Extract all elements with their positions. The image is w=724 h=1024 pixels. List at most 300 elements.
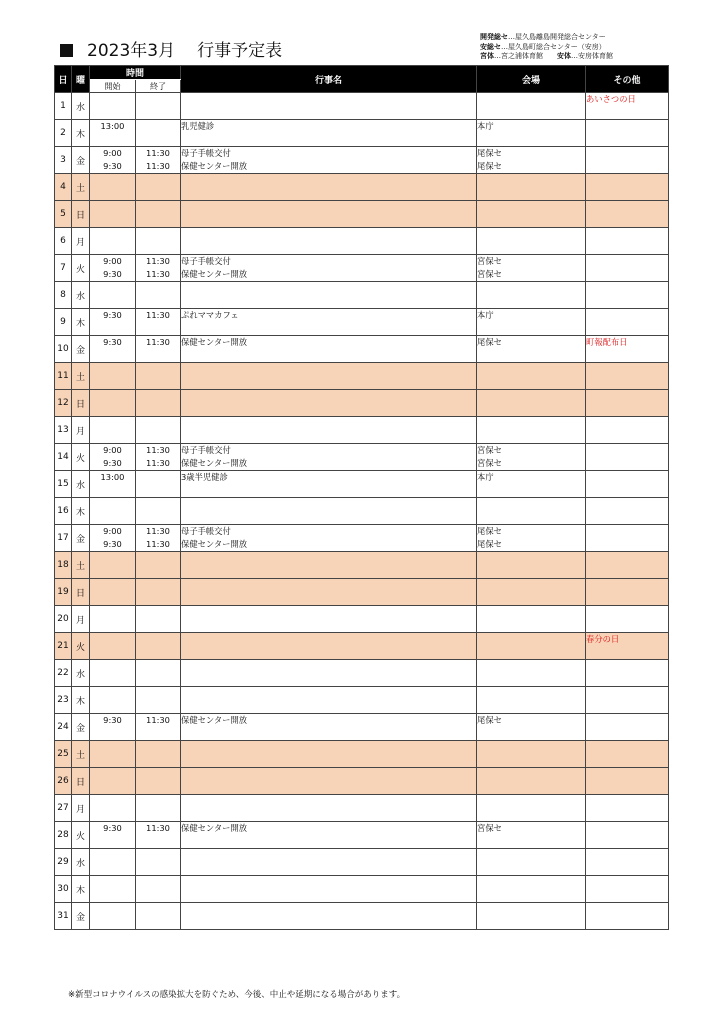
other-note-cell: 春分の日	[586, 633, 669, 660]
end-time	[136, 120, 180, 133]
start-time: 9:30	[103, 269, 122, 279]
end-time: 11:30	[146, 715, 170, 725]
end-time-cell	[136, 417, 181, 444]
schedule-row	[55, 390, 669, 417]
end-time: 11:30	[146, 445, 170, 455]
venue-cell	[477, 444, 586, 471]
other-note-cell	[586, 309, 669, 336]
day-cell: 14	[55, 444, 72, 471]
title-month: 2023年3月	[87, 41, 176, 61]
start-time-cell	[90, 390, 136, 417]
other-note-cell	[586, 444, 669, 471]
schedule-row	[55, 255, 669, 282]
start-time-cell	[90, 498, 136, 525]
schedule-row	[55, 795, 669, 822]
weekday-cell: 火	[72, 633, 90, 660]
event-cell	[181, 444, 477, 471]
event-cell	[181, 633, 477, 660]
day-cell: 17	[55, 525, 72, 552]
weekday-cell: 火	[72, 822, 90, 849]
schedule-row	[55, 849, 669, 876]
day-cell: 12	[55, 390, 72, 417]
schedule-row	[55, 498, 669, 525]
schedule-row	[55, 228, 669, 255]
schedule-row	[55, 201, 669, 228]
schedule-row	[55, 471, 669, 498]
weekday-cell: 金	[72, 714, 90, 741]
end-time: 11:30	[146, 148, 170, 158]
end-time: 11:30	[146, 337, 170, 347]
header-venue: 会場	[477, 66, 586, 93]
schedule-row	[55, 174, 669, 201]
other-note-cell	[586, 903, 669, 930]
end-time-cell	[136, 633, 181, 660]
end-time-cell	[136, 147, 181, 174]
venue-name: 尾保セ	[477, 715, 502, 725]
event-cell	[181, 660, 477, 687]
day-cell: 15	[55, 471, 72, 498]
day-cell: 29	[55, 849, 72, 876]
schedule-row	[55, 363, 669, 390]
event-cell	[181, 363, 477, 390]
other-note-cell	[586, 147, 669, 174]
event-name: 母子手帳交付	[181, 256, 231, 266]
start-time: 9:00	[103, 148, 122, 158]
event-cell	[181, 174, 477, 201]
end-time-cell	[136, 174, 181, 201]
venue-cell	[477, 525, 586, 552]
weekday-cell: 月	[72, 795, 90, 822]
other-note-cell	[586, 714, 669, 741]
other-note-cell	[586, 363, 669, 390]
end-time: 11:30	[146, 823, 170, 833]
day-cell: 3	[55, 147, 72, 174]
end-time-cell	[136, 822, 181, 849]
title-name: 行事予定表	[197, 41, 283, 61]
venue-name: 本庁	[477, 310, 494, 320]
weekday-cell: 水	[72, 849, 90, 876]
day-cell: 19	[55, 579, 72, 606]
venue-name: 本庁	[477, 121, 494, 131]
end-time-cell	[136, 201, 181, 228]
venue-cell	[477, 579, 586, 606]
end-time: 11:30	[146, 269, 170, 279]
venue-legend	[480, 33, 613, 62]
venue-name: 尾保セ	[477, 539, 502, 549]
venue-cell	[477, 660, 586, 687]
other-note-cell: あいさつの日	[586, 93, 669, 120]
end-time: 11:30	[146, 539, 170, 549]
start-time-cell	[90, 741, 136, 768]
end-time-cell	[136, 714, 181, 741]
start-time: 9:00	[103, 256, 122, 266]
weekday-cell: 火	[72, 444, 90, 471]
other-note-cell	[586, 201, 669, 228]
venue-cell	[477, 363, 586, 390]
end-time-cell	[136, 552, 181, 579]
other-note-cell	[586, 876, 669, 903]
event-cell	[181, 147, 477, 174]
weekday-cell: 水	[72, 471, 90, 498]
venue-cell	[477, 201, 586, 228]
other-note-cell	[586, 174, 669, 201]
venue-cell	[477, 714, 586, 741]
end-time-cell	[136, 579, 181, 606]
schedule-row	[55, 903, 669, 930]
event-cell	[181, 93, 477, 120]
day-cell: 21	[55, 633, 72, 660]
day-cell: 27	[55, 795, 72, 822]
event-name: 保健センター開放	[181, 715, 248, 725]
start-time: 9:30	[103, 715, 122, 725]
legend-line: 安総セ…屋久島町総合センター（安房）	[480, 42, 606, 51]
venue-cell	[477, 336, 586, 363]
start-time-cell	[90, 471, 136, 498]
end-time-cell	[136, 444, 181, 471]
event-cell	[181, 849, 477, 876]
event-name: 母子手帳交付	[181, 526, 231, 536]
event-name: 保健センター開放	[181, 458, 248, 468]
start-time-cell	[90, 552, 136, 579]
weekday-cell: 月	[72, 606, 90, 633]
venue-cell	[477, 471, 586, 498]
schedule-row	[55, 768, 669, 795]
end-time-cell	[136, 228, 181, 255]
event-cell	[181, 255, 477, 282]
weekday-cell: 木	[72, 309, 90, 336]
end-time: 11:30	[146, 310, 170, 320]
start-time: 9:30	[103, 539, 122, 549]
venue-cell	[477, 498, 586, 525]
event-cell	[181, 120, 477, 147]
day-cell: 1	[55, 93, 72, 120]
other-note-cell	[586, 606, 669, 633]
other-note-cell	[586, 120, 669, 147]
end-time: 11:30	[146, 458, 170, 468]
end-time-cell	[136, 255, 181, 282]
schedule-row	[55, 687, 669, 714]
other-note-cell	[586, 795, 669, 822]
weekday-cell: 日	[72, 579, 90, 606]
weekday-cell: 木	[72, 498, 90, 525]
end-time: 11:30	[146, 161, 170, 171]
schedule-row	[55, 282, 669, 309]
weekday-cell: 金	[72, 903, 90, 930]
start-time-cell	[90, 147, 136, 174]
day-cell: 9	[55, 309, 72, 336]
venue-cell	[477, 849, 586, 876]
start-time-cell	[90, 363, 136, 390]
schedule-row	[55, 120, 669, 147]
other-note-cell	[586, 417, 669, 444]
end-time-cell	[136, 363, 181, 390]
header-other: その他	[586, 66, 669, 93]
venue-cell	[477, 768, 586, 795]
weekday-cell: 水	[72, 93, 90, 120]
day-cell: 30	[55, 876, 72, 903]
event-cell	[181, 606, 477, 633]
venue-cell	[477, 552, 586, 579]
schedule-row	[55, 93, 669, 120]
event-name: 保健センター開放	[181, 337, 248, 347]
venue-name: 尾保セ	[477, 526, 502, 536]
venue-cell	[477, 120, 586, 147]
schedule-row	[55, 444, 669, 471]
event-name: 保健センター開放	[181, 161, 248, 171]
weekday-cell: 金	[72, 147, 90, 174]
start-time-cell	[90, 768, 136, 795]
weekday-cell: 金	[72, 336, 90, 363]
other-note-cell	[586, 741, 669, 768]
end-time-cell	[136, 876, 181, 903]
venue-name: 宮保セ	[477, 823, 502, 833]
start-time-cell	[90, 120, 136, 147]
weekday-cell: 水	[72, 660, 90, 687]
venue-cell	[477, 390, 586, 417]
legend-line: 宮体…宮之浦体育館 安体…安房体育館	[480, 52, 613, 60]
venue-name: 宮保セ	[477, 269, 502, 279]
schedule-row	[55, 147, 669, 174]
start-time-cell	[90, 444, 136, 471]
other-note-cell	[586, 228, 669, 255]
day-cell: 31	[55, 903, 72, 930]
end-time-cell	[136, 660, 181, 687]
venue-name: 宮保セ	[477, 256, 502, 266]
day-cell: 2	[55, 120, 72, 147]
schedule-row	[55, 417, 669, 444]
start-time-cell	[90, 228, 136, 255]
start-time-cell	[90, 660, 136, 687]
venue-name: 尾保セ	[477, 148, 502, 158]
start-time-cell	[90, 795, 136, 822]
day-cell: 5	[55, 201, 72, 228]
event-name: 保健センター開放	[181, 823, 248, 833]
event-name: 保健センター開放	[181, 269, 248, 279]
header-start: 開始	[90, 80, 136, 93]
start-time-cell	[90, 336, 136, 363]
event-cell	[181, 714, 477, 741]
venue-cell	[477, 822, 586, 849]
event-name: 母子手帳交付	[181, 445, 231, 455]
start-time: 9:30	[103, 161, 122, 171]
start-time: 9:00	[103, 526, 122, 536]
start-time-cell	[90, 93, 136, 120]
venue-cell	[477, 255, 586, 282]
venue-cell	[477, 174, 586, 201]
venue-cell	[477, 633, 586, 660]
schedule-row	[55, 741, 669, 768]
event-cell	[181, 498, 477, 525]
venue-name: 宮保セ	[477, 445, 502, 455]
weekday-cell: 月	[72, 228, 90, 255]
start-time-cell	[90, 687, 136, 714]
event-cell	[181, 417, 477, 444]
end-time-cell	[136, 849, 181, 876]
weekday-cell: 日	[72, 201, 90, 228]
end-time-cell	[136, 903, 181, 930]
other-note-cell	[586, 390, 669, 417]
event-cell	[181, 336, 477, 363]
weekday-cell: 金	[72, 525, 90, 552]
event-cell	[181, 282, 477, 309]
event-name: 保健センター開放	[181, 539, 248, 549]
schedule-row	[55, 822, 669, 849]
start-time-cell	[90, 201, 136, 228]
schedule-row	[55, 633, 669, 660]
weekday-cell: 土	[72, 363, 90, 390]
venue-cell	[477, 606, 586, 633]
start-time: 9:30	[103, 310, 122, 320]
day-cell: 16	[55, 498, 72, 525]
event-cell	[181, 741, 477, 768]
weekday-cell: 木	[72, 687, 90, 714]
start-time-cell	[90, 417, 136, 444]
other-note-cell	[586, 255, 669, 282]
start-time-cell	[90, 714, 136, 741]
end-time-cell	[136, 687, 181, 714]
event-cell	[181, 201, 477, 228]
event-cell	[181, 552, 477, 579]
end-time-cell	[136, 606, 181, 633]
schedule-row	[55, 660, 669, 687]
weekday-cell: 木	[72, 120, 90, 147]
event-cell	[181, 687, 477, 714]
end-time-cell	[136, 741, 181, 768]
start-time-cell	[90, 822, 136, 849]
day-cell: 28	[55, 822, 72, 849]
weekday-cell: 土	[72, 552, 90, 579]
start-time: 9:30	[103, 337, 122, 347]
other-note-cell	[586, 768, 669, 795]
header-event: 行事名	[181, 66, 477, 93]
start-time-cell	[90, 309, 136, 336]
start-time-cell	[90, 255, 136, 282]
schedule-row	[55, 876, 669, 903]
venue-cell	[477, 147, 586, 174]
day-cell: 25	[55, 741, 72, 768]
end-time-cell	[136, 498, 181, 525]
other-note-cell	[586, 822, 669, 849]
header-time: 時間	[90, 66, 181, 80]
event-cell	[181, 579, 477, 606]
day-cell: 18	[55, 552, 72, 579]
other-note-cell	[586, 552, 669, 579]
start-time: 13:00	[100, 121, 125, 131]
venue-name: 宮保セ	[477, 458, 502, 468]
start-time-cell	[90, 903, 136, 930]
schedule-row	[55, 714, 669, 741]
event-cell	[181, 309, 477, 336]
venue-name: 尾保セ	[477, 161, 502, 171]
other-note-cell	[586, 687, 669, 714]
other-note-cell	[586, 498, 669, 525]
header-day: 日	[55, 66, 72, 93]
footer-note: ※新型コロナウイルスの感染拡大を防ぐため、今後、中止や延期になる場合があります。	[68, 990, 406, 1000]
event-cell	[181, 390, 477, 417]
start-time-cell	[90, 849, 136, 876]
start-time: 9:30	[103, 458, 122, 468]
venue-name: 尾保セ	[477, 337, 502, 347]
event-cell	[181, 795, 477, 822]
day-cell: 6	[55, 228, 72, 255]
start-time: 9:30	[103, 823, 122, 833]
other-note-cell	[586, 525, 669, 552]
schedule-row	[55, 525, 669, 552]
header-end: 終了	[136, 80, 181, 93]
end-time-cell	[136, 282, 181, 309]
end-time-cell	[136, 336, 181, 363]
end-time: 11:30	[146, 526, 170, 536]
other-note-cell: 町報配布日	[586, 336, 669, 363]
start-time-cell	[90, 633, 136, 660]
venue-cell	[477, 903, 586, 930]
schedule-row	[55, 552, 669, 579]
day-cell: 7	[55, 255, 72, 282]
end-time-cell	[136, 471, 181, 498]
weekday-cell: 水	[72, 282, 90, 309]
event-cell	[181, 471, 477, 498]
event-cell	[181, 903, 477, 930]
day-cell: 10	[55, 336, 72, 363]
weekday-cell: 火	[72, 255, 90, 282]
other-note-cell	[586, 849, 669, 876]
day-cell: 26	[55, 768, 72, 795]
venue-cell	[477, 309, 586, 336]
event-name: ぷれママカフェ	[181, 310, 239, 320]
day-cell: 8	[55, 282, 72, 309]
event-cell	[181, 876, 477, 903]
day-cell: 23	[55, 687, 72, 714]
event-name: 母子手帳交付	[181, 148, 231, 158]
schedule-row	[55, 579, 669, 606]
end-time	[136, 471, 180, 484]
venue-cell	[477, 417, 586, 444]
venue-cell	[477, 282, 586, 309]
header-dow: 曜	[72, 66, 90, 93]
start-time-cell	[90, 174, 136, 201]
weekday-cell: 土	[72, 174, 90, 201]
end-time: 11:30	[146, 256, 170, 266]
start-time-cell	[90, 606, 136, 633]
page-title	[60, 36, 282, 61]
venue-cell	[477, 687, 586, 714]
end-time-cell	[136, 795, 181, 822]
other-note-cell	[586, 282, 669, 309]
event-cell	[181, 822, 477, 849]
end-time-cell	[136, 390, 181, 417]
start-time: 13:00	[100, 472, 125, 482]
start-time-cell	[90, 282, 136, 309]
end-time-cell	[136, 768, 181, 795]
venue-cell	[477, 93, 586, 120]
day-cell: 22	[55, 660, 72, 687]
weekday-cell: 日	[72, 390, 90, 417]
schedule-table	[54, 65, 669, 930]
end-time-cell	[136, 309, 181, 336]
end-time-cell	[136, 120, 181, 147]
venue-cell	[477, 795, 586, 822]
event-name: 3歳半児健診	[181, 472, 228, 482]
start-time: 9:00	[103, 445, 122, 455]
end-time-cell	[136, 93, 181, 120]
event-cell	[181, 228, 477, 255]
day-cell: 11	[55, 363, 72, 390]
day-cell: 4	[55, 174, 72, 201]
schedule-row	[55, 336, 669, 363]
day-cell: 20	[55, 606, 72, 633]
weekday-cell: 日	[72, 768, 90, 795]
other-note-cell	[586, 660, 669, 687]
